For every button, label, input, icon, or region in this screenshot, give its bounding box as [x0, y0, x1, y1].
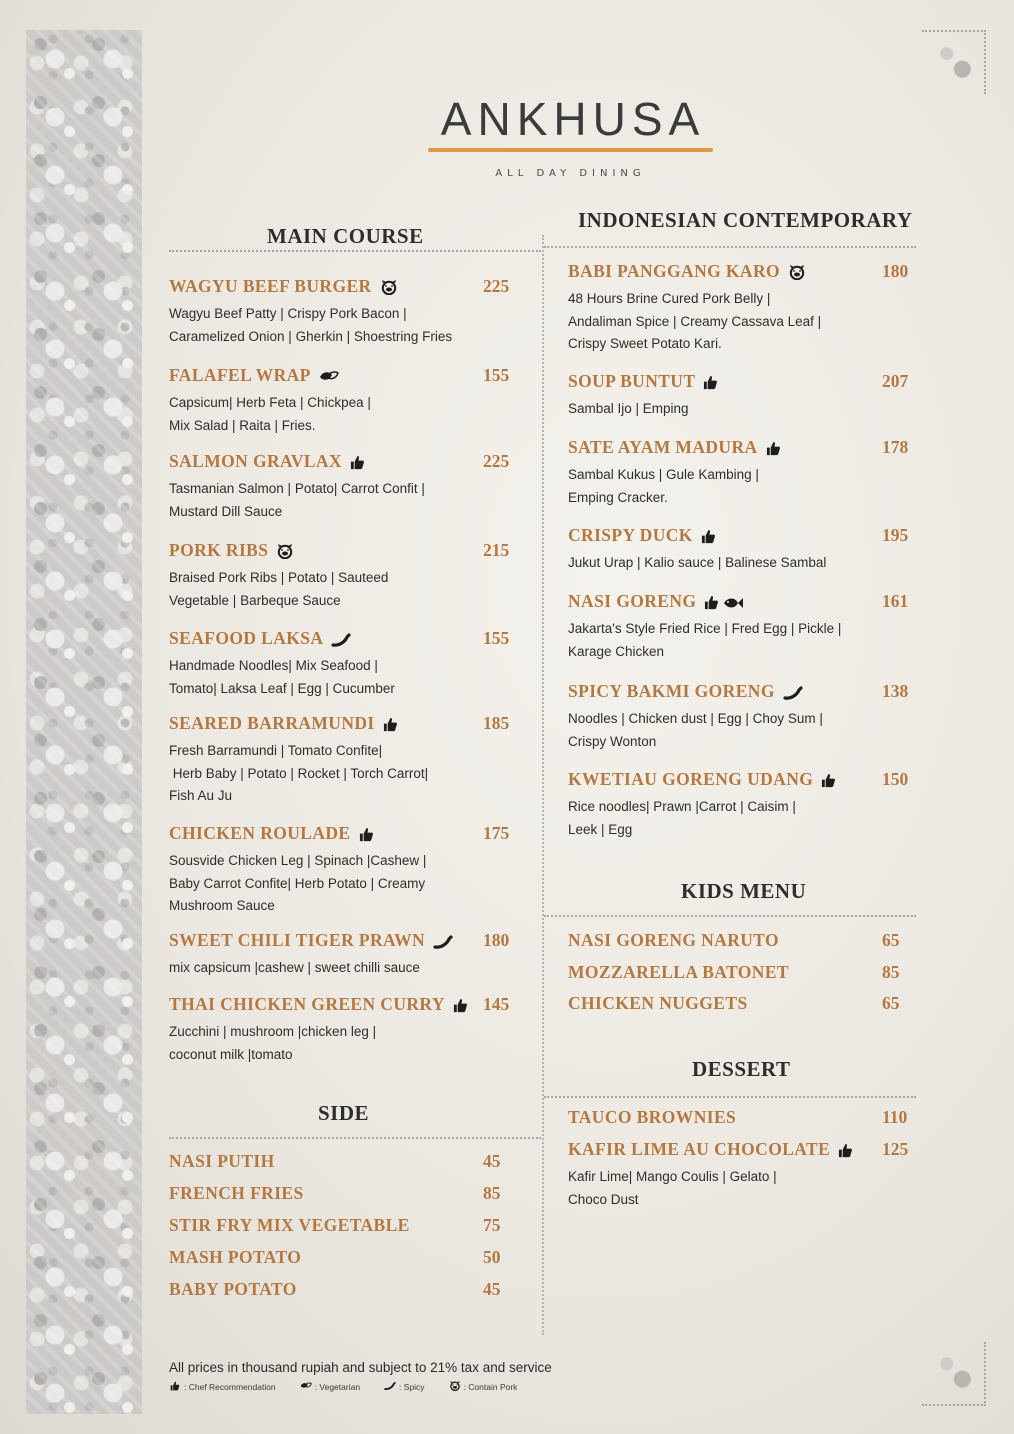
description-line: Tasmanian Salmon | Potato| Carrot Confit |	[169, 481, 425, 496]
menu-item-name: FRENCH FRIES	[169, 1183, 304, 1203]
divider	[544, 246, 916, 248]
description-line: Braised Pork Ribs | Potato | Sauteed	[169, 570, 389, 585]
menu-item-price: 65	[882, 993, 900, 1013]
description-line: mix capsicum |cashew | sweet chilli sauce	[169, 960, 420, 975]
menu-item-price: 225	[483, 276, 510, 296]
menu-item-name: BABI PANGGANG KARO	[568, 261, 781, 281]
menu-item-name: NASI GORENG	[568, 591, 697, 611]
vegetarian-icon	[319, 370, 339, 384]
menu-item-price: 65	[882, 930, 900, 950]
description-line: Choco Dust	[568, 1191, 639, 1207]
chef-recommendation-icon	[821, 773, 836, 788]
menu-item-name-row	[169, 451, 425, 472]
menu-item	[568, 371, 909, 421]
menu-item-name-row	[169, 276, 452, 297]
menu-item-name-row	[568, 681, 823, 702]
menu-item-price: 45	[483, 1151, 501, 1171]
menu-item-description	[169, 655, 395, 700]
description-line: Emping Cracker.	[568, 489, 668, 505]
menu-item-description	[169, 478, 425, 523]
menu-item-price: 161	[882, 591, 909, 611]
menu-item-description	[169, 850, 426, 918]
menu-item-price: 85	[483, 1183, 501, 1203]
menu-item-name: KAFIR LIME AU CHOCOLATE	[568, 1139, 831, 1159]
menu-item	[568, 1139, 909, 1211]
description-line: Tomato| Laksa Leaf | Egg | Cucumber	[169, 680, 395, 696]
menu-item	[568, 681, 909, 753]
menu-item-name: SATE AYAM MADURA	[568, 437, 758, 457]
legend-label: : Contain Pork	[463, 1382, 518, 1392]
divider	[169, 250, 541, 252]
spicy-icon	[783, 686, 803, 700]
section-title-side: SIDE	[318, 1101, 370, 1125]
fish-icon	[722, 596, 744, 610]
menu-item-price: 178	[882, 437, 909, 457]
chef-recommendation-icon	[169, 1381, 181, 1393]
menu-item-name: SEARED BARRAMUNDI	[169, 713, 375, 733]
chef-recommendation-icon	[453, 998, 468, 1013]
menu-item-name-row	[568, 1107, 736, 1128]
menu-item	[568, 261, 909, 356]
menu-item-price: 195	[882, 525, 909, 545]
description-line: Jukut Urap | Kalio sauce | Balinese Sambal	[568, 555, 827, 570]
menu-item-name-row	[169, 713, 428, 734]
menu-item	[169, 1215, 501, 1236]
section-title-indonesian: INDONESIAN CONTEMPORARY	[578, 208, 913, 232]
menu-item-price: 155	[483, 365, 510, 385]
description-line: Fish Au Ju	[169, 788, 233, 803]
menu-item	[169, 1279, 501, 1300]
corner-ornament-bottom	[922, 1342, 986, 1406]
menu-item	[169, 1183, 501, 1204]
menu-item-name-row	[568, 993, 748, 1014]
menu-item-description	[169, 957, 453, 980]
menu-item	[568, 993, 900, 1014]
chef-recommendation-icon	[838, 1143, 853, 1158]
decorative-border	[26, 30, 142, 1414]
menu-item-price: 185	[483, 713, 510, 733]
menu-item-name: MOZZARELLA BATONET	[568, 962, 789, 982]
menu-item	[568, 591, 909, 663]
menu-item-name-row	[169, 540, 388, 561]
description-line: Noodles | Chicken dust | Egg | Choy Sum |	[568, 711, 823, 726]
menu-item-description	[568, 464, 781, 509]
logo	[428, 92, 718, 179]
menu-item-name-row	[568, 930, 779, 951]
chef-recommendation-icon	[704, 595, 719, 610]
icon-legend	[169, 1381, 517, 1393]
legend-item	[449, 1381, 518, 1393]
price-note: All prices in thousand rupiah and subject to 21% tax and service	[169, 1360, 552, 1375]
menu-item-name: WAGYU BEEF BURGER	[169, 276, 372, 296]
description-line: Sousvide Chicken Leg | Spinach |Cashew |	[169, 853, 427, 868]
menu-item	[169, 451, 510, 523]
description-line: Zucchini | mushroom |chicken leg |	[169, 1024, 377, 1039]
menu-item-name: THAI CHICKEN GREEN CURRY	[169, 994, 445, 1014]
menu-item-price: 155	[483, 628, 510, 648]
pork-icon	[788, 265, 806, 280]
menu-item-name: NASI PUTIH	[169, 1151, 275, 1171]
section-title-main-course: MAIN COURSE	[267, 224, 424, 248]
brand-name: ANKHUSA	[440, 93, 706, 145]
description-line: Mix Salad | Raita | Fries.	[169, 417, 316, 433]
menu-item-name: SEAFOOD LAKSA	[169, 628, 324, 648]
menu-item-name: KWETIAU GORENG UDANG	[568, 769, 814, 789]
menu-item-name-row	[169, 1183, 304, 1204]
description-line: Jakarta's Style Fried Rice | Fred Egg | Pickle |	[568, 621, 842, 636]
menu-item-name-row	[169, 1215, 410, 1236]
menu-item	[169, 994, 510, 1066]
description-line: Baby Carrot Confite| Herb Potato | Creamy	[169, 875, 426, 891]
menu-item-name-row	[568, 437, 781, 458]
legend-item	[384, 1381, 425, 1393]
menu-item-name-row	[169, 628, 395, 649]
chef-recommendation-icon	[359, 827, 374, 842]
menu-item-description	[568, 288, 821, 356]
description-line: Mushroom Sauce	[169, 898, 275, 913]
menu-item-price: 225	[483, 451, 510, 471]
menu-item	[568, 962, 900, 983]
menu-item-description	[568, 398, 718, 421]
description-line: Andaliman Spice | Creamy Cassava Leaf |	[568, 313, 822, 329]
menu-item-name-row	[568, 591, 841, 612]
menu-item-name: TAUCO BROWNIES	[568, 1107, 737, 1127]
menu-item-description	[169, 392, 371, 437]
description-line: Handmade Noodles| Mix Seafood |	[169, 658, 378, 673]
description-line: Sambal Kukus | Gule Kambing |	[568, 467, 759, 482]
pork-icon	[276, 544, 294, 559]
menu-item-description	[169, 1021, 468, 1066]
legend-item	[169, 1381, 276, 1393]
menu-item-name-row	[568, 962, 789, 983]
menu-item-price: 145	[483, 994, 510, 1014]
menu-item-description	[568, 708, 823, 753]
menu-item	[568, 1107, 908, 1128]
pork-icon	[449, 1381, 461, 1393]
menu-item	[568, 930, 900, 951]
menu-item	[568, 525, 909, 575]
menu-item-name: SOUP BUNTUT	[568, 371, 696, 391]
menu-item-name: NASI GORENG NARUTO	[568, 930, 780, 950]
menu-item-name-row	[169, 365, 371, 386]
menu-item-name-row	[568, 769, 836, 790]
menu-item-price: 45	[483, 1279, 501, 1299]
menu-item	[169, 1151, 501, 1172]
logo-underline	[428, 148, 713, 152]
menu-item-price: 180	[483, 930, 510, 950]
menu-item	[568, 437, 909, 509]
menu-item-name-row	[568, 525, 826, 546]
chef-recommendation-icon	[703, 375, 718, 390]
menu-item-name: CRISPY DUCK	[568, 525, 693, 545]
corner-ornament-top	[922, 30, 986, 94]
menu-item-price: 175	[483, 823, 510, 843]
menu-item-description	[568, 1166, 853, 1211]
menu-item-name-row	[169, 823, 426, 844]
menu-item	[169, 1247, 501, 1268]
description-line: Sambal Ijo | Emping	[568, 401, 689, 416]
menu-item-name: SWEET CHILI TIGER PRAWN	[169, 930, 426, 950]
menu-item	[169, 365, 510, 437]
menu-item-description	[169, 567, 388, 612]
description-line: Mustard Dill Sauce	[169, 503, 283, 519]
menu-item-description	[568, 552, 826, 575]
menu-item-name-row	[169, 930, 453, 951]
menu-item-name-row	[169, 1151, 275, 1172]
divider	[169, 1137, 541, 1139]
description-line: Wagyu Beef Patty | Crispy Pork Bacon |	[169, 306, 407, 321]
spicy-icon	[433, 935, 453, 949]
divider	[544, 1096, 916, 1098]
description-line: Crispy Wonton	[568, 733, 657, 749]
chef-recommendation-icon	[701, 529, 716, 544]
description-line: Herb Baby | Potato | Rocket | Torch Carrot|	[169, 765, 429, 781]
menu-item-description	[169, 740, 428, 808]
description-line: Vegetable | Barbeque Sauce	[169, 592, 341, 608]
menu-item-name: CHICKEN ROULADE	[169, 823, 351, 843]
vegetarian-icon	[300, 1381, 312, 1393]
menu-item-price: 125	[882, 1139, 909, 1159]
menu-item	[169, 713, 510, 808]
menu-item-name: BABY POTATO	[169, 1279, 297, 1299]
menu-item-price: 180	[882, 261, 909, 281]
description-line: Karage Chicken	[568, 643, 665, 659]
menu-item-price: 50	[483, 1247, 501, 1267]
menu-item-price: 138	[882, 681, 909, 701]
menu-item-name-row	[568, 1139, 853, 1160]
menu-item-price: 75	[483, 1215, 501, 1235]
description-line: coconut milk |tomato	[169, 1046, 293, 1062]
menu-item-price: 110	[882, 1107, 908, 1127]
description-line: Rice noodles| Prawn |Carrot | Caisim |	[568, 799, 796, 814]
menu-item-name-row	[568, 371, 718, 392]
menu-item-name-row	[169, 1279, 297, 1300]
description-line: Fresh Barramundi | Tomato Confite|	[169, 743, 383, 758]
spicy-icon	[384, 1381, 396, 1393]
section-title-dessert: DESSERT	[692, 1057, 791, 1081]
menu-item-price: 207	[882, 371, 909, 391]
menu-item-price: 215	[483, 540, 510, 560]
menu-item-price: 85	[882, 962, 900, 982]
divider	[544, 915, 916, 917]
brand-tagline: ALL DAY DINING	[495, 168, 646, 179]
menu-item	[568, 769, 909, 841]
spicy-icon	[331, 633, 351, 647]
description-line: Caramelized Onion | Gherkin | Shoestring Fries	[169, 328, 453, 344]
menu-item-description	[568, 796, 836, 841]
description-line: Kafir Lime| Mango Coulis | Gelato |	[568, 1169, 777, 1184]
chef-recommendation-icon	[766, 441, 781, 456]
description-line: Capsicum| Herb Feta | Chickpea |	[169, 395, 371, 410]
menu-item-name: CHICKEN NUGGETS	[568, 993, 748, 1013]
chef-recommendation-icon	[383, 717, 398, 732]
menu-item-description	[568, 618, 841, 663]
menu-item	[169, 823, 510, 918]
description-line: Crispy Sweet Potato Kari.	[568, 336, 722, 351]
chef-recommendation-icon	[350, 455, 365, 470]
legend-label: : Spicy	[399, 1382, 425, 1392]
menu-item-name-row	[169, 994, 468, 1015]
menu-item-description	[169, 303, 452, 348]
description-line: Leek | Egg	[568, 821, 633, 837]
column-divider	[542, 235, 544, 1335]
menu-item-name: SALMON GRAVLAX	[169, 451, 343, 471]
menu-item-name-row	[568, 261, 821, 282]
legend-item	[300, 1381, 360, 1393]
menu-item-name: STIR FRY MIX VEGETABLE	[169, 1215, 410, 1235]
section-title-kids: KIDS MENU	[681, 879, 807, 903]
menu-item-name-row	[169, 1247, 301, 1268]
menu-item-name: FALAFEL WRAP	[169, 365, 311, 385]
pork-icon	[380, 280, 398, 295]
menu-item-name: MASH POTATO	[169, 1247, 302, 1267]
menu-item	[169, 930, 510, 980]
menu-item	[169, 628, 510, 700]
legend-label: : Chef Recommendation	[184, 1382, 276, 1392]
menu-item	[169, 540, 510, 612]
menu-item-name: SPICY BAKMI GORENG	[568, 681, 775, 701]
menu-item	[169, 276, 510, 348]
menu-item-name: PORK RIBS	[169, 540, 269, 560]
description-line: 48 Hours Brine Cured Pork Belly |	[568, 291, 771, 306]
menu-item-price: 150	[882, 769, 909, 789]
legend-label: : Vegetarian	[314, 1382, 361, 1392]
